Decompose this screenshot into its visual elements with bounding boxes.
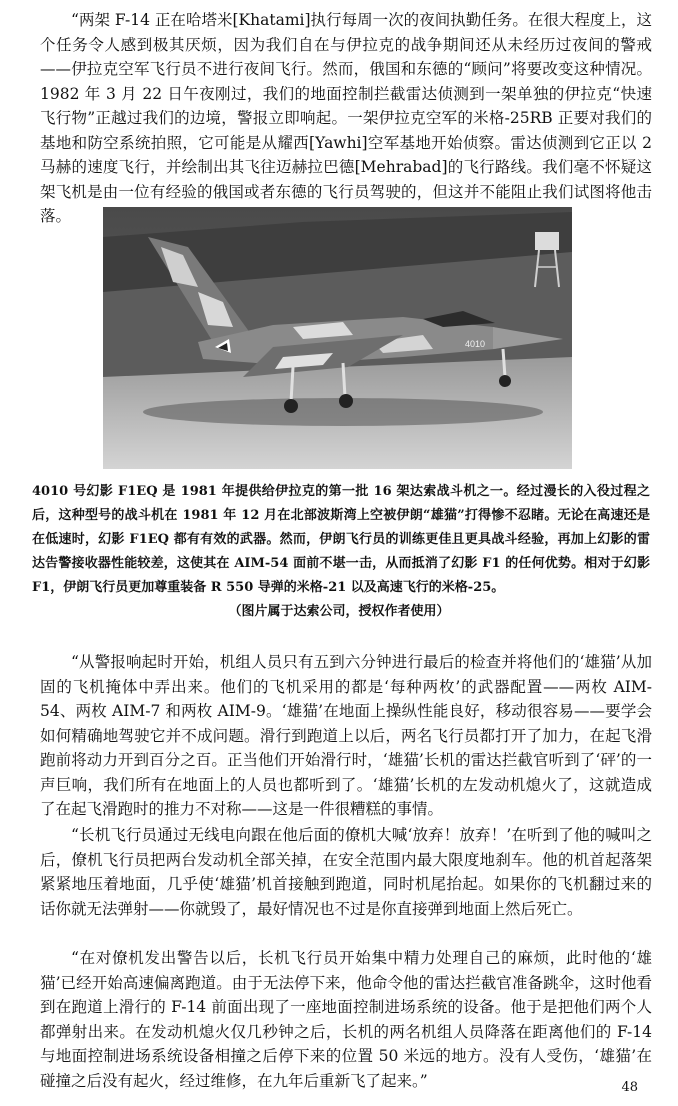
figure-caption: 4010 号幻影 F1EQ 是 1981 年提供给伊拉克的第一批 16 架达索战斗机之一。经过漫长的入役过程之后，这种型号的战斗机在 1981 年 12 月在北部波斯湾上空被伊朗“雄猫”打得惨不忍睹。无论在高速还是在低速时，幻影 F1EQ 都有有效的武器。然而，伊朗飞行员的训练更佳且更具战斗经验，再加上幻影的雷达告警接收器性能较差，这使其在 AIM-54 面前不堪一击，从而抵消了幻影 F1 的任何优势。相对于幻影 F1，伊朗飞行员更加尊重装备 R 550 导弹的米格-21 以及高速飞行的米格-25。	[32, 484, 650, 595]
mirage-f1eq-photo	[103, 207, 572, 469]
body-paragraph: “长机飞行员通过无线电向跟在他后面的僚机大喊‘放弃！放弃！’在听到了他的喊叫之后，僚机飞行员把两台发动机全部关掉，在安全范围内最大限度地刹车。他的机首起落架紧紧地压着地面，几乎使‘雄猫’机首接触到跑道，同时机尾抬起。如果你的飞机翻过来的话你就无法弹射——你就毁了，最好情况也不过是你直接弹到地面上然后死亡。	[40, 826, 652, 918]
body-paragraph: “在对僚机发出警告以后，长机飞行员开始集中精力处理自己的麻烦，此时他的‘雄猫’已经开始高速偏离跑道。由于无法停下来，他命令他的雷达拦截官准备跳伞，这时他看到在跑道上滑行的 F-14 前面出现了一座地面控制进场系统的设备。他于是把他们两个人都弹射出来。在发动机熄火仅几秒钟之后，长机的两名机组人员降落在距离他们的 F-14 与地面控制进场系统设备相撞之后停下来的位置 50 米远的地方。没有人受伤，‘雄猫’在碰撞之后没有起火，经过维修，在九年后重新飞了起来。”	[40, 949, 652, 1090]
aircraft-photo	[103, 207, 572, 469]
aircraft-marking: 4010	[465, 339, 486, 349]
body-paragraph: “从警报响起时开始，机组人员只有五到六分钟进行最后的检查并将他们的‘雄猫’从加固的飞机掩体中弄出来。他们的飞机采用的都是‘每种两枚’的武器配置——两枚 AIM-54、两枚 AIM-7 和两枚 AIM-9。‘雄猫’在地面上操纵性能良好，移动很容易——要学会如何精确地驾驶它并不成问题。滑行到跑道上以后，两名飞行员都打开了加力，在起飞滑跑前将动力开到百分之百。正当他们开始滑行时，‘雄猫’长机的雷达拦截官听到了‘砰’的一声巨响，我们所有在地面上的人员也都听到了。‘雄猫’长机的左发动机熄火了，这就造成了在起飞滑跑时的推力不对称——这是一件很糟糕的事情。	[40, 653, 652, 818]
page-number: 48	[621, 1080, 638, 1095]
body-paragraph: “两架 F-14 正在哈塔米[Khatami]执行每周一次的夜间执勤任务。在很大程度上，这个任务令人感到极其厌烦，因为我们自在与伊拉克的战争期间还从未经历过夜间的警戒——伊拉克空军飞行员不进行夜间飞行。然而，俄国和东德的“顾问”将要改变这种情况。1982 年 3 月 22 日午夜刚过，我们的地面控制拦截雷达侦测到一架单独的伊拉克“快速飞行物”正越过我们的边境，警报立即响起。一架伊拉克空军的米格-25RB 正要对我们的基地和防空系统拍照，它可能是从耀西[Yawhi]空军基地开始侦察。雷达侦测到它正以 2 马赫的速度飞行，并绘制出其飞往迈赫拉巴德[Mehrabad]的飞行路线。我们毫不怀疑这架飞机是由一位有经验的俄国或者东德的飞行员驾驶的，但这并不能阻止我们试图将他击落。	[40, 11, 652, 225]
figure-credit: （图片属于达索公司，授权作者使用）	[228, 604, 450, 619]
